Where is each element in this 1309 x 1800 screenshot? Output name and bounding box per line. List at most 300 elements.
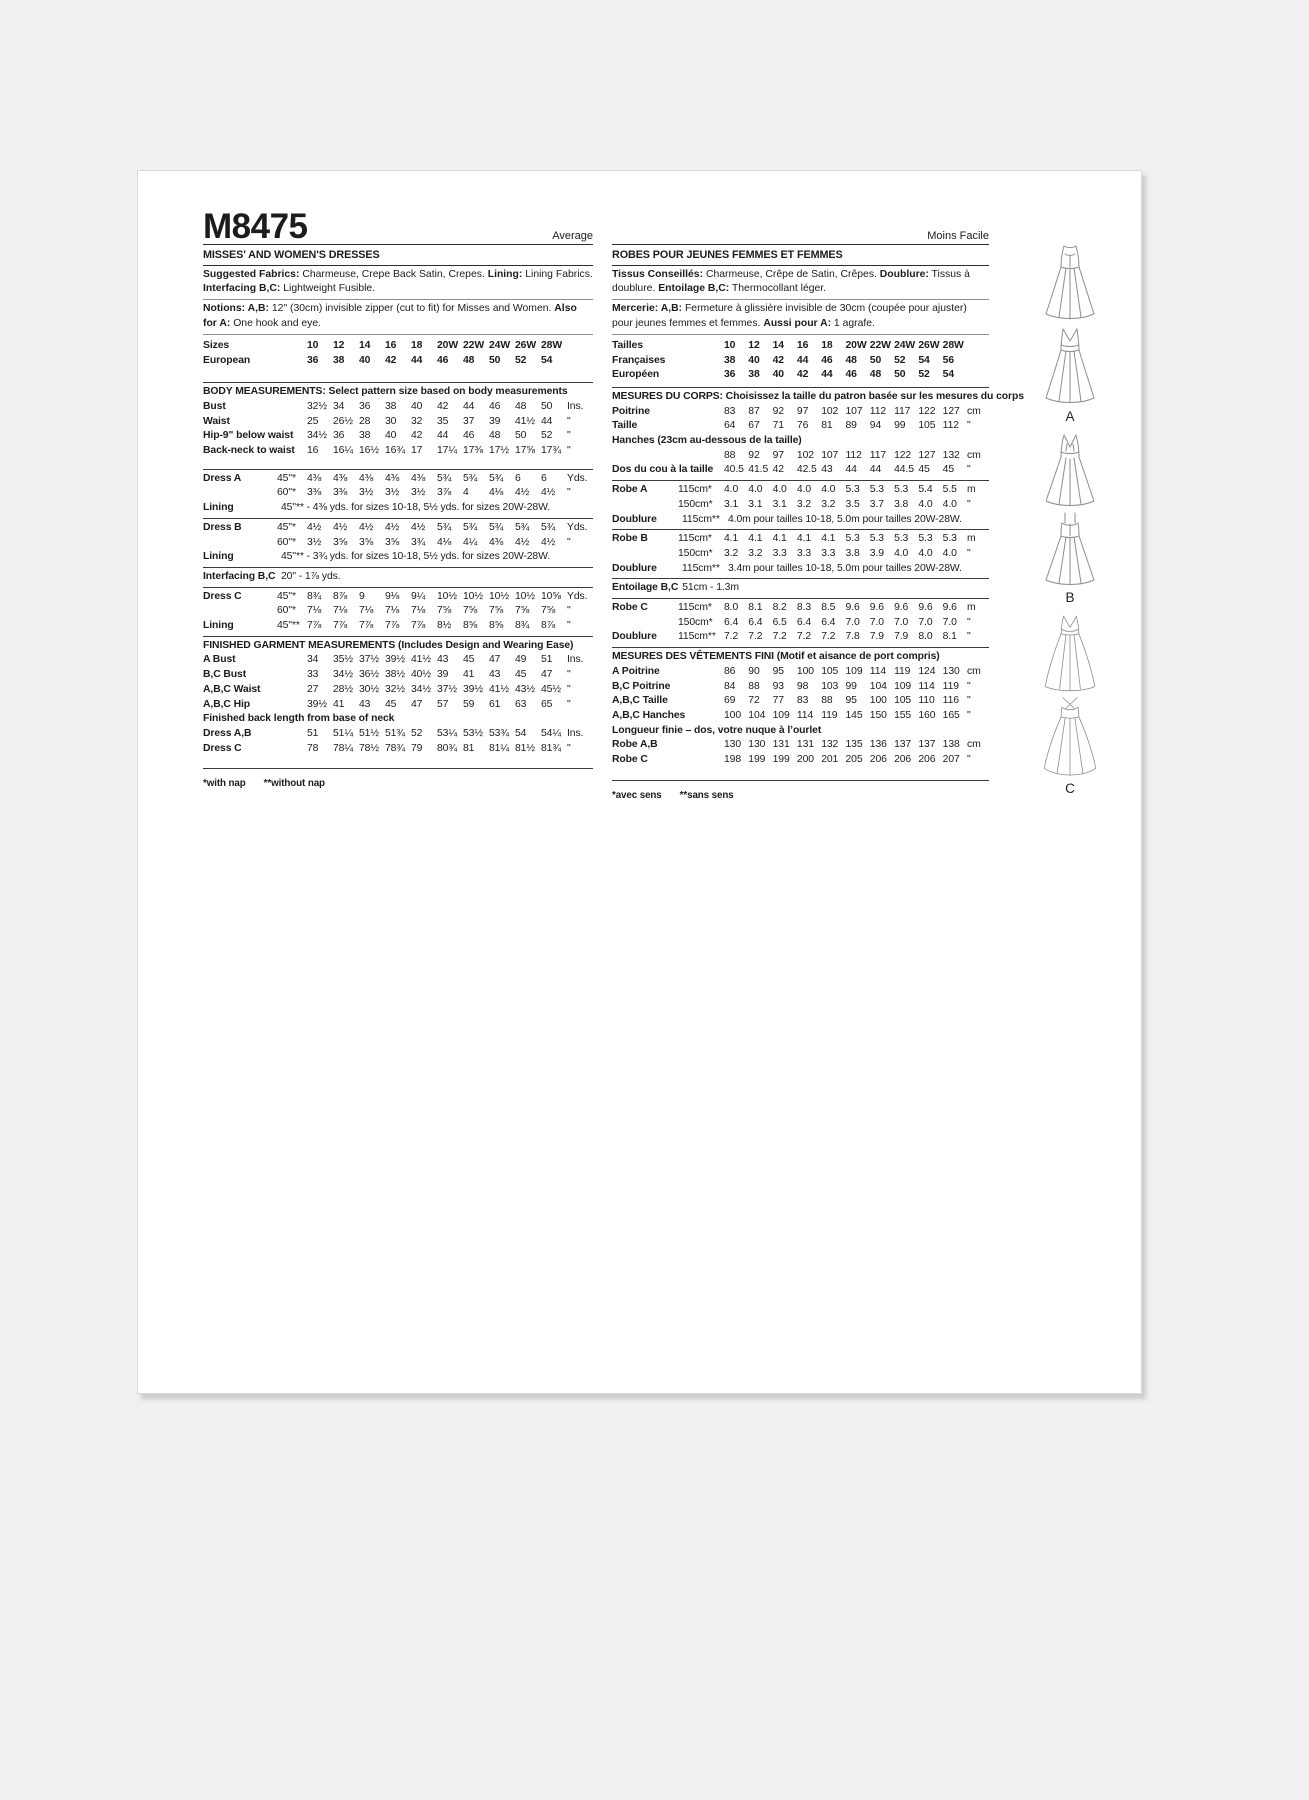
cell-value: 127 [918, 449, 936, 461]
table-row [203, 619, 593, 634]
cell-value: 86 [724, 665, 736, 677]
row-unit: m [967, 602, 976, 614]
text-segment: Tissus Conseillés: [612, 269, 704, 280]
row-values [724, 354, 967, 369]
row-label: Bust [203, 400, 226, 412]
row-values [724, 601, 967, 616]
cell-value: 4 [463, 487, 469, 499]
cell-value: 7⅝ [463, 605, 478, 617]
cell-value: 117 [894, 405, 911, 417]
cell-value: 100 [796, 665, 814, 677]
cell-value: 10⅝ [541, 590, 561, 602]
cell-value: 7.0 [869, 616, 884, 628]
cell-value: 3.5 [845, 498, 860, 510]
cell-value: 5.3 [845, 533, 860, 545]
row-unit: " [967, 695, 971, 707]
table-row [203, 727, 593, 742]
row-values [307, 444, 567, 459]
cell-value: 105 [918, 420, 936, 432]
cell-value: 35½ [333, 654, 353, 666]
row-values [307, 668, 567, 683]
cell-value: 41.5 [748, 464, 769, 476]
footnote-text: *with nap [203, 778, 246, 790]
cell-value: 4⅜ [359, 472, 374, 484]
cell-value: 41 [463, 669, 475, 681]
difficulty-label-en: Average [552, 230, 593, 242]
table-row [612, 598, 989, 616]
row-unit: Yds. [567, 521, 588, 533]
cell-value: 44 [796, 354, 809, 366]
row-unit: " [567, 536, 571, 548]
row-values [307, 619, 567, 634]
dress-c-front-sketch [1034, 613, 1106, 693]
cell-value: 17 [411, 445, 423, 457]
cell-value: 17½ [489, 445, 509, 457]
row-label: Doublure [612, 562, 657, 574]
difficulty-label-fr: Moins Facile [927, 230, 989, 242]
cell-value: 110 [918, 695, 935, 707]
cell-value: 4½ [541, 536, 556, 548]
cell-value: 4.0 [942, 498, 957, 510]
cell-value: 8⅞ [541, 620, 556, 632]
table-row [203, 486, 593, 501]
cell-value: 198 [724, 754, 742, 766]
cell-value: 38 [333, 354, 345, 366]
cell-value: 51 [307, 727, 319, 739]
row-unit: m [967, 484, 976, 496]
row-sublabel: 60"* [277, 605, 296, 617]
cell-value: 28W [541, 339, 563, 351]
cell-value: 4.0 [772, 484, 787, 496]
cell-value: 17⅝ [515, 445, 535, 457]
row-label: A,B,C Taille [612, 695, 668, 707]
row-values [724, 709, 967, 724]
row-values [307, 415, 567, 430]
table-row [203, 604, 593, 619]
cell-value: 5.3 [894, 484, 909, 496]
dress-b-front-sketch [1039, 432, 1101, 508]
dress-c-back-sketch [1034, 696, 1106, 778]
paragraph [612, 300, 989, 334]
row-values [307, 486, 567, 501]
cell-value: 122 [918, 405, 936, 417]
cell-value: 44 [821, 369, 833, 381]
cell-value: 207 [942, 754, 960, 766]
cell-value: 48 [845, 354, 857, 366]
cell-value: 9 [359, 590, 365, 602]
cell-value: 131 [772, 739, 790, 751]
cell-value: 42 [411, 430, 423, 442]
cell-value: 7⅞ [359, 620, 374, 632]
text-segment: Charmeuse, Crêpe de Satin, Crêpes. [703, 269, 880, 280]
section-heading: Longueur finie – dos, votre nuque à l’ourlet [612, 724, 822, 736]
cell-value: 34½ [333, 669, 353, 681]
row-values [724, 483, 967, 498]
text-segment: Tissus à doublure. [612, 269, 970, 295]
cell-value: 34 [333, 400, 345, 412]
cell-value: 8⅝ [489, 620, 504, 632]
cell-value: 44 [463, 400, 475, 412]
cell-value: 8.3 [796, 602, 812, 614]
row-label: A,B,C Hanches [612, 709, 686, 721]
row-label: Robe C [612, 602, 648, 614]
cell-value: 92 [772, 405, 784, 417]
cell-value: 3.3 [821, 547, 836, 559]
cell-value: 36½ [359, 669, 379, 681]
cell-value: 7.0 [845, 616, 860, 628]
row-values [307, 683, 567, 698]
row-label: Poitrine [612, 405, 650, 417]
cell-value: 112 [869, 405, 887, 417]
footnote-text: *avec sens [612, 789, 662, 801]
cell-value: 8½ [437, 620, 452, 632]
cell-value: 100 [724, 709, 742, 721]
cell-value: 48 [489, 430, 501, 442]
row-values [307, 472, 567, 487]
row-label: B,C Bust [203, 669, 247, 681]
cell-value: 7⅞ [411, 620, 426, 632]
cell-value: 105 [894, 695, 912, 707]
cell-value: 137 [918, 739, 936, 751]
cell-value: 43 [489, 669, 501, 681]
table-row [203, 400, 593, 415]
row-values [307, 590, 567, 605]
cell-value: 72 [748, 695, 760, 707]
cell-value: 39½ [307, 698, 327, 710]
cell-value: 46 [463, 430, 475, 442]
cell-value: 42 [385, 354, 397, 366]
row-label: Dress A,B [203, 727, 252, 739]
table-row [612, 547, 989, 562]
cell-value: 26W [918, 339, 940, 351]
cell-value: 99 [845, 680, 857, 692]
cell-value: 7⅞ [307, 620, 322, 632]
cell-value: 39 [489, 415, 501, 427]
cell-value: 7⅞ [333, 620, 348, 632]
cell-value: 52 [894, 354, 906, 366]
cell-value: 53¾ [489, 727, 509, 739]
cell-value: 4.0 [821, 484, 836, 496]
cell-value: 48 [869, 369, 882, 381]
text-segment: Notions: A,B: [203, 303, 269, 315]
cell-value: 5.3 [845, 484, 860, 496]
cell-value: 78¾ [385, 742, 405, 754]
text-segment: Fermeture à glissière invisible de 30cm (coupée pour ajuster) pour jeunes femmes et femmes. [612, 303, 967, 329]
cell-value: 3⅜ [333, 487, 348, 499]
row-unit: " [967, 464, 971, 476]
french-title: ROBES POUR JEUNES FEMMES ET FEMMES [612, 245, 989, 266]
row-values [724, 498, 967, 513]
cell-value: 5¾ [515, 521, 530, 533]
cell-value: 63 [515, 698, 527, 710]
cell-value: 34 [307, 654, 319, 666]
row-values [724, 463, 967, 478]
cell-value: 7.2 [821, 631, 836, 643]
english-header-band [203, 205, 593, 245]
table-row [203, 469, 593, 487]
table-row [612, 665, 989, 680]
row-label: Tailles [612, 339, 643, 351]
cell-value: 34½ [411, 683, 431, 695]
cell-value: 9.6 [942, 602, 957, 614]
cell-value: 4½ [515, 487, 530, 499]
cell-value: 7⅛ [385, 605, 400, 617]
row-unit: " [567, 698, 571, 710]
cell-value: 3.2 [724, 547, 739, 559]
cell-value: 4⅛ [437, 536, 452, 548]
table-row [612, 630, 989, 645]
cell-value: 46 [489, 400, 501, 412]
cell-value: 10½ [515, 590, 535, 602]
cell-value: 4½ [385, 521, 400, 533]
cell-value: 98 [796, 680, 809, 692]
cell-value: 150 [869, 709, 887, 721]
cell-value: 48 [515, 400, 527, 412]
cell-value: 41 [333, 698, 345, 710]
cell-value: 45½ [541, 683, 561, 695]
row-label: B,C Poitrine [612, 680, 671, 692]
cell-value: 103 [821, 680, 839, 692]
row-unit: Ins. [567, 654, 584, 666]
table-row [203, 518, 593, 536]
row-unit: cm [967, 739, 981, 751]
row-values [307, 604, 567, 619]
cell-value: 7.9 [894, 631, 909, 643]
cell-value: 26½ [333, 415, 353, 427]
cell-value: 4½ [515, 536, 530, 548]
cell-value: 28W [942, 339, 964, 351]
cell-value: 6.4 [821, 616, 836, 628]
cell-value: 6 [515, 472, 521, 484]
cell-value: 51½ [359, 727, 379, 739]
cell-value: 97 [772, 449, 784, 461]
section-heading: Finished back length from base of neck [203, 713, 395, 725]
cell-value: 6.4 [724, 616, 739, 628]
row-unit: m [967, 533, 976, 545]
cell-value: 16 [796, 339, 809, 351]
cell-value: 5.4 [918, 484, 933, 496]
cell-value: 9.6 [918, 602, 933, 614]
row-label: Dress C [203, 742, 242, 754]
dress-a-front-sketch [1039, 324, 1101, 406]
table-row [612, 562, 989, 577]
row-sublabel: 150cm* [678, 616, 713, 628]
cell-value: 112 [942, 420, 959, 432]
text-segment: 12" (30cm) invisible zipper (cut to fit) for Misses and Women. [269, 303, 555, 315]
cell-value: 28 [359, 415, 371, 427]
cell-value: 56 [942, 354, 955, 366]
cell-value: 7.9 [869, 631, 884, 643]
row-unit: " [567, 430, 571, 442]
cell-value: 6.4 [796, 616, 812, 628]
cell-value: 37½ [359, 654, 379, 666]
cell-value: 5.3 [869, 484, 884, 496]
table-row [612, 709, 989, 724]
table-row [203, 339, 593, 354]
text-segment: Also for A: [203, 303, 577, 329]
cell-value: 137 [894, 739, 912, 751]
row-unit: " [967, 631, 971, 643]
cell-value: 80¾ [437, 742, 457, 754]
row-values [724, 665, 967, 680]
table-row [612, 694, 989, 709]
text-segment: Charmeuse, Crepe Back Satin, Crepes. [299, 269, 488, 280]
cell-value: 3⅝ [359, 536, 374, 548]
cell-value: 7⅛ [307, 605, 322, 617]
cell-value: 26W [515, 339, 537, 351]
cell-value: 4.1 [796, 533, 812, 545]
cell-value: 36 [333, 430, 345, 442]
cell-value: 119 [894, 665, 911, 677]
cell-value: 44 [869, 464, 882, 476]
table-row [612, 616, 989, 631]
row-sublabel: 115cm** [678, 631, 716, 643]
row-unit: " [967, 616, 971, 628]
row-values [307, 536, 567, 551]
french-header-band [612, 205, 989, 245]
cell-value: 165 [942, 709, 960, 721]
cell-value: 4⅜ [307, 472, 322, 484]
paragraph [612, 266, 989, 300]
row-unit: Ins. [567, 400, 584, 412]
cell-value: 7.2 [724, 631, 739, 643]
cell-value: 22W [869, 339, 891, 351]
pattern-instruction-sheet [137, 170, 1142, 1394]
cell-value: 8⅞ [333, 590, 348, 602]
cell-value: 5¾ [437, 521, 452, 533]
cell-value: 40 [359, 354, 371, 366]
row-label: Hip-9" below waist [203, 430, 294, 442]
cell-value: 53¼ [437, 727, 457, 739]
cell-value: 49 [515, 654, 527, 666]
cell-value: 69 [724, 695, 736, 707]
cell-value: 7.2 [748, 631, 763, 643]
cell-value: 4½ [541, 487, 556, 499]
cell-value: 114 [869, 665, 887, 677]
cell-value: 5¾ [463, 472, 478, 484]
cell-value: 40 [772, 369, 784, 381]
cell-value: 7⅞ [385, 620, 400, 632]
cell-value: 39 [437, 669, 449, 681]
text-segment: Doublure: [879, 269, 929, 280]
cell-value: 7⅛ [333, 605, 348, 617]
view-label-a: A [1065, 409, 1075, 424]
cell-value: 138 [942, 739, 960, 751]
row-label: Dos du cou à la taille [612, 464, 714, 476]
row-label: Sizes [203, 339, 230, 351]
cell-value: 206 [869, 754, 887, 766]
cell-value: 4⅛ [489, 487, 504, 499]
cell-value: 132 [821, 739, 839, 751]
cell-value: 4.0 [724, 484, 739, 496]
row-values [307, 653, 567, 668]
row-label: Waist [203, 415, 230, 427]
row-unit: " [967, 754, 971, 766]
table-row [612, 529, 989, 547]
cell-value: 5.5 [942, 484, 957, 496]
cell-value: 10½ [463, 590, 483, 602]
cell-value: 50 [489, 354, 501, 366]
cell-value: 4⅜ [411, 472, 426, 484]
cell-value: 38 [724, 354, 736, 366]
cell-value: 3.7 [869, 498, 884, 510]
row-unit: " [567, 620, 571, 632]
cell-value: 16 [307, 445, 319, 457]
cell-value: 67 [748, 420, 760, 432]
cell-value: 95 [845, 695, 857, 707]
row-label: Back-neck to waist [203, 445, 295, 457]
cell-value: 37½ [437, 683, 457, 695]
cell-value: 54¼ [541, 727, 561, 739]
cell-value: 17¼ [437, 445, 457, 457]
row-sublabel: 60"* [277, 487, 296, 499]
paragraph [203, 266, 593, 300]
cell-value: 4.0 [894, 547, 909, 559]
text-segment: Entoilage B,C: [658, 283, 730, 295]
section-heading: MESURES DU CORPS: Choisissez la taille du patron basée sur les mesures du corps [612, 387, 989, 405]
cell-value: 61 [489, 698, 501, 710]
cell-value: 6.4 [748, 616, 763, 628]
row-values [724, 339, 967, 354]
cell-value: 112 [845, 449, 862, 461]
cell-value: 7.2 [796, 631, 812, 643]
section-heading: MESURES DES VÊTEMENTS FINI (Motif et aisance de port compris) [612, 647, 989, 665]
cell-value: 50 [541, 400, 553, 412]
cell-value: 4.1 [748, 533, 763, 545]
cell-value: 44 [437, 430, 449, 442]
row-values [307, 354, 567, 369]
table-row [612, 498, 989, 513]
row-values [724, 694, 967, 709]
view-label-c: C [1065, 781, 1075, 796]
text-segment: Thermocollant léger. [729, 283, 827, 295]
cell-value: 89 [845, 420, 857, 432]
text-segment: Lining: [487, 269, 523, 280]
cell-value: 88 [821, 695, 833, 707]
cell-value: 8.5 [821, 602, 836, 614]
cell-value: 20W [437, 339, 459, 351]
pattern-number: M8475 [203, 207, 308, 246]
text-segment: Mercerie: A,B: [612, 303, 683, 315]
cell-value: 130 [942, 665, 960, 677]
cell-value: 76 [796, 420, 809, 432]
section-heading: BODY MEASUREMENTS: Select pattern size based on body measurements [203, 382, 593, 400]
row-unit: " [567, 605, 571, 617]
cell-value: 9.6 [869, 602, 884, 614]
cell-value: 3¾ [411, 536, 426, 548]
row-unit: Ins. [567, 727, 584, 739]
cell-value: 3.3 [796, 547, 812, 559]
row-label: Doublure [612, 631, 657, 643]
cell-value: 4½ [411, 521, 426, 533]
cell-value: 4⅜ [385, 472, 400, 484]
cell-value: 200 [796, 754, 814, 766]
row-label: Entoilage B,C [612, 582, 679, 594]
cell-value: 54 [942, 369, 955, 381]
cell-value: 52 [918, 369, 930, 381]
table-row [612, 368, 989, 383]
cell-value: 52 [541, 430, 553, 442]
table-row [203, 444, 593, 459]
cell-value: 6 [541, 472, 547, 484]
cell-value: 100 [869, 695, 887, 707]
row-label: Taille [612, 420, 638, 432]
row-label: A Poitrine [612, 665, 660, 677]
row-sublabel: 115cm** [682, 562, 720, 574]
cell-value: 132 [942, 449, 960, 461]
table-row [612, 753, 989, 768]
row-values [724, 738, 967, 753]
